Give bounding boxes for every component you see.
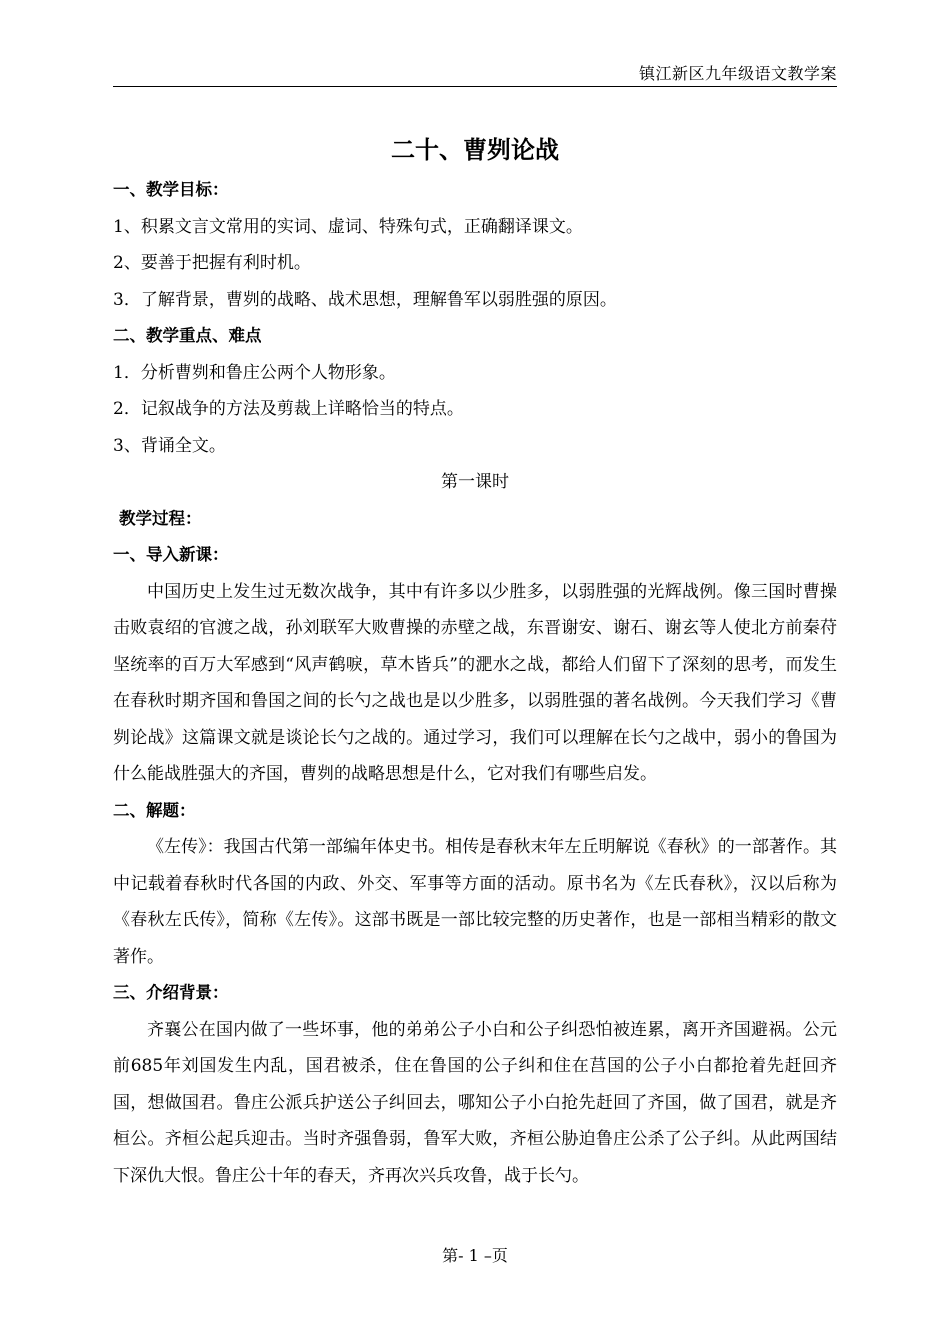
- goals-heading: 一、教学目标：: [113, 180, 229, 199]
- title-explanation-heading: 二、解题：: [113, 800, 196, 820]
- key-points-heading: 二、教学重点、难点: [113, 326, 262, 345]
- background-paragraph: 齐襄公在国内做了一些坏事，他的弟弟公子小白和公子纠恐怕被连累，离开齐国避祸。公元前685年刘国发生内乱，国君被杀，住在鲁国的公子纠和住在莒国的公子小白都抢着先赶回齐国，想做国君。鲁庄公派兵护送公子纠回去，哪知公子小白抢先赶回了齐国，做了国君，就是齐桓公。齐桓公起兵迎击。当时齐强鲁弱，鲁军大败，齐桓公胁迫鲁庄公杀了公子纠。从此两国结下深仇大恨。鲁庄公十年的春天，齐再次兴兵攻鲁，战于长勺。: [113, 1019, 837, 1186]
- page-footer: 第- 1 –页: [442, 1246, 508, 1265]
- title-explanation-paragraph: 《左传》：我国古代第一部编年体史书。相传是春秋末年左丘明解说《春秋》的一部著作。其中记载着春秋时代各国的内政、外交、军事等方面的活动。原书名为《左氏春秋》，汉以后称为《春秋左氏传》，简称《左传》。这部书既是一部比较完整的历史著作，也是一部相当精彩的散文著作。: [113, 837, 837, 967]
- intro-heading: 一、导入新课：: [113, 545, 229, 564]
- background-heading: 三、介绍背景：: [113, 983, 229, 1002]
- document-body: [113, 128, 837, 1194]
- process-heading: 教学过程：: [119, 508, 202, 528]
- key-point-item: 3、背诵全文。: [113, 435, 226, 456]
- goal-item: 1、积累文言文常用的实词、虚词、特殊句式，正确翻译课文。: [113, 216, 583, 237]
- document-title: 二十、曹刿论战: [391, 136, 559, 164]
- intro-paragraph: 中国历史上发生过无数次战争，其中有许多以少胜多，以弱胜强的光辉战例。像三国时曹操击败袁绍的官渡之战，孙刘联军大败曹操的赤壁之战，东晋谢安、谢石、谢玄等人使北方前秦苻坚统率的百万大军感到“风声鹤唳，草木皆兵”的淝水之战，都给人们留下了深刻的思考，而发生在春秋时期齐国和鲁国之间的长勺之战也是以少胜多，以弱胜强的著名战例。今天我们学习《曹刿论战》这篇课文就是谈论长勺之战的。通过学习，我们可以理解在长勺之战中，弱小的鲁国为什么能战胜强大的齐国，曹刿的战略思想是什么，它对我们有哪些启发。: [113, 581, 837, 784]
- page-header: 镇江新区九年级语文教学案: [113, 62, 837, 87]
- key-point-item: 1．分析曹刿和鲁庄公两个人物形象。: [113, 362, 396, 383]
- goal-item: 2、要善于把握有利时机。: [113, 253, 311, 273]
- goal-item: 3．了解背景，曹刿的战略、战术思想，理解鲁军以弱胜强的原因。: [113, 289, 617, 310]
- lesson-label: 第一课时: [441, 472, 509, 492]
- key-point-item: 2．记叙战争的方法及剪裁上详略恰当的特点。: [113, 399, 464, 419]
